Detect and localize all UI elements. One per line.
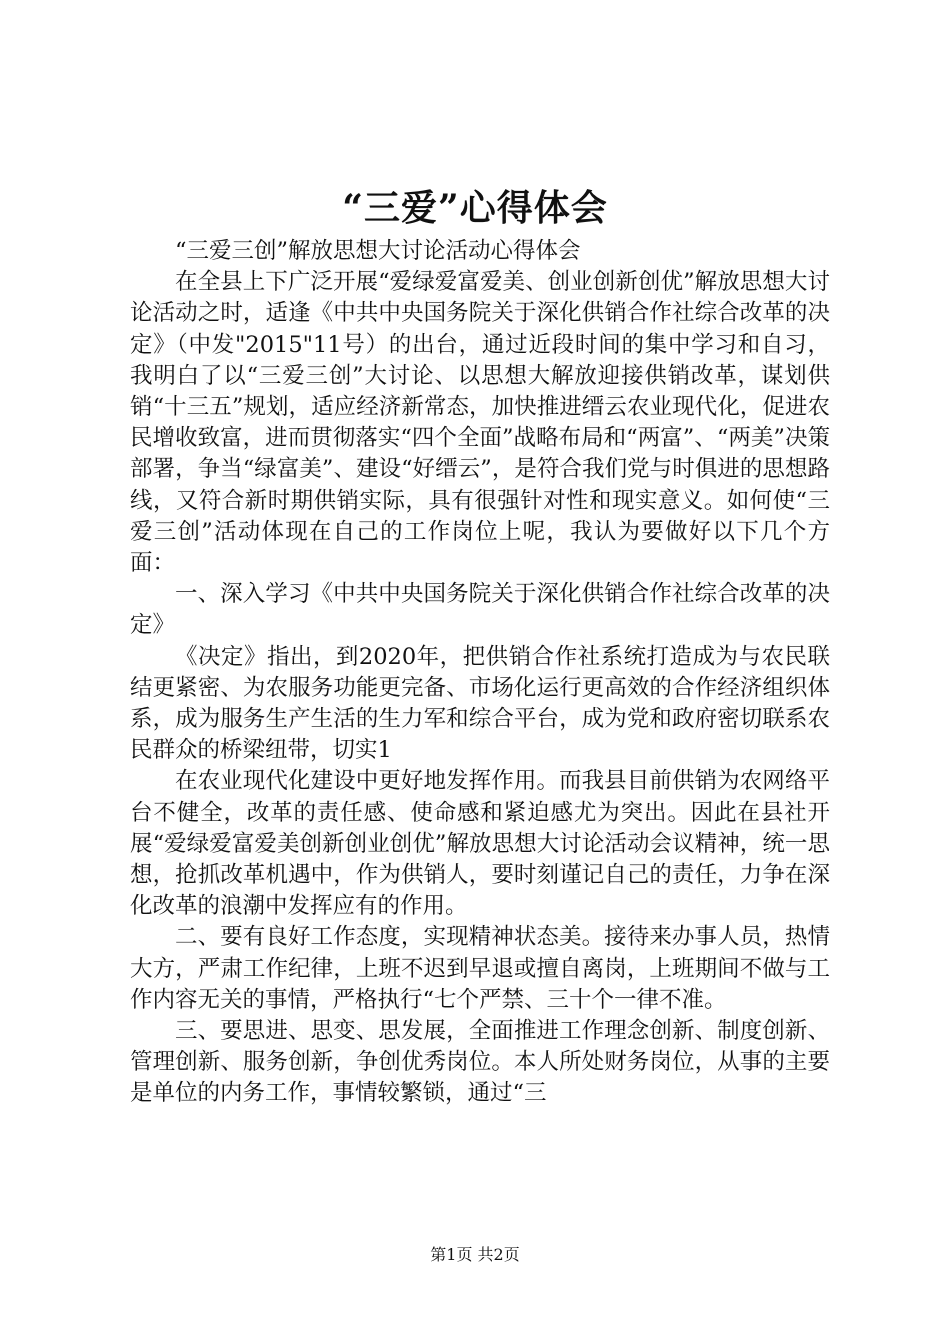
document-body [130, 236, 830, 1110]
section-heading-1: 一、深入学习《中共中央国务院关于深化供销合作社综合改革的决定》 [130, 581, 830, 639]
body-paragraph: 在全县上下广泛开展“爱绿爱富爱美、创业创新创优”解放思想大讨论活动之时，适逢《中共中央国务院关于深化供销合作社综合改革的决定》（中发"2015"11号）的出台，通过近段时间的集中学习和自习，我明白了以“三爱三创”大讨论、以思想大解放迎接供销改革，谋划供销“十三五”规划，适应经济新常态，加快推进缙云农业现代化，促进农民增收致富，进而贯彻落实“四个全面”战略布局和“两富”、“两美”决策部署，争当“绿富美”、建设“好缙云”，是符合我们党与时俱进的思想路线，又符合新时期供销实际，具有很强针对性和现实意义。如何使“三爱三创”活动体现在自己的工作岗位上呢，我认为要做好以下几个方面： [130, 269, 830, 577]
section-paragraph-2: 二、要有良好工作态度，实现精神状态美。接待来办事人员，热情大方，严肃工作纪律，上班不迟到早退或擅自离岗，上班期间不做与工作内容无关的事情，严格执行“七个严禁、三十个一律不准。 [130, 924, 830, 1013]
document-title: “三爱”心得体会 [342, 187, 608, 229]
page-footer: 第1页 共2页 [430, 1245, 520, 1264]
body-paragraph: 《决定》指出，到2020年，把供销合作社系统打造成为与农民联结更紧密、为农服务功能更完备、市场化运行更高效的合作经济组织体系，成为服务生产生活的生力军和综合平台，成为党和政府密切联系农民群众的桥梁纽带，切实1 [130, 643, 830, 764]
section-paragraph-3: 三、要思进、思变、思发展，全面推进工作理念创新、制度创新、管理创新、服务创新，争创优秀岗位。本人所处财务岗位，从事的主要是单位的内务工作，事情较繁锁，通过“三 [130, 1018, 830, 1107]
subtitle-paragraph: “三爱三创”解放思想大讨论活动心得体会 [175, 238, 581, 264]
body-paragraph: 在农业现代化建设中更好地发挥作用。而我县目前供销为农网络平台不健全，改革的责任感、使命感和紧迫感尤为突出。因此在县社开展“爱绿爱富爱美创新创业创优”解放思想大讨论活动会议精神，统一思想，抢抓改革机遇中，作为供销人，要时刻谨记自己的责任，力争在深化改革的浪潮中发挥应有的作用。 [130, 768, 830, 920]
